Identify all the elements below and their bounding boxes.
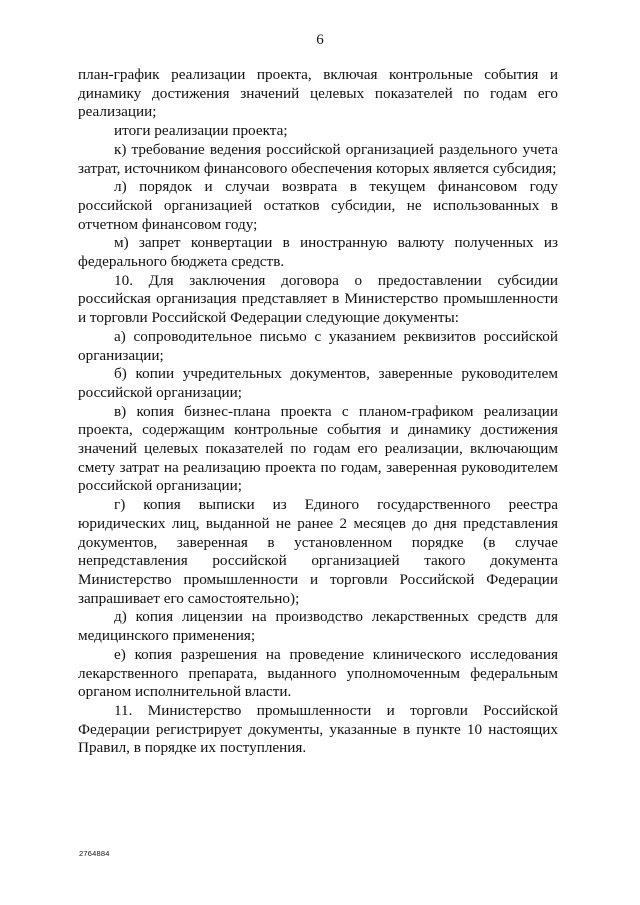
paragraph-item-e: е) копия разрешения на проведение клинического исследования лекарственного препарата, выданного уполномоченным федеральным органом исполнительной власти. (78, 645, 558, 701)
page-number: 6 (316, 32, 324, 48)
paragraph-item-a: а) сопроводительное письмо с указанием реквизитов российской организации; (78, 327, 558, 364)
paragraph-clause-11: 11. Министерство промышленности и торговли Российской Федерации регистрирует документы, указанные в пункте 10 настоящих Правил, в порядке их поступления. (78, 701, 558, 757)
paragraph-item-d: д) копия лицензии на производство лекарственных средств для медицинского применения; (78, 608, 558, 645)
paragraph-project-results: итоги реализации проекта; (114, 122, 288, 140)
paragraph-item-v: в) копия бизнес-плана проекта с планом-графиком реализации проекта, содержащим контрольные события и динамику достижения значений целевых показателей по годам его реализации, включающим смету затрат на реализацию проекта по годам, заверенная руководителем российской организации; (78, 402, 558, 495)
paragraph-item-b: б) копии учредительных документов, заверенные руководителем российской организации; (78, 365, 558, 401)
paragraph-item-l: л) порядок и случаи возврата в текущем финансовом году российской организацией остатков субсидии, не использованных в отчетном финансовом году; (78, 178, 558, 233)
paragraph-plan-schedule-continuation: план-график реализации проекта, включая контрольные события и динамику достижения значений целевых показателей по годам его реализации; (78, 66, 558, 121)
document-body (78, 66, 558, 758)
document-code: 2764884 (79, 849, 110, 858)
paragraph-item-k: к) требование ведения российской организацией раздельного учета затрат, источником финансового обеспечения которых является субсидия; (78, 140, 558, 177)
paragraph-item-g: г) копия выписки из Единого государственного реестра юридических лиц, выданной не ранее 2 месяцев до дня представления документов, заверенная в установленном порядке (в случае непредставления российской организацией такого документа Министерство промышленности и торговли Российской Федерации запрашивает его самостоятельно); (78, 496, 558, 607)
paragraph-item-m: м) запрет конвертации в иностранную валюту полученных из федерального бюджета средств. (78, 234, 558, 271)
paragraph-clause-10: 10. Для заключения договора о предоставлении субсидии российская организация представляет в Министерство промышленности и торговли Российской Федерации следующие документы: (78, 271, 558, 327)
